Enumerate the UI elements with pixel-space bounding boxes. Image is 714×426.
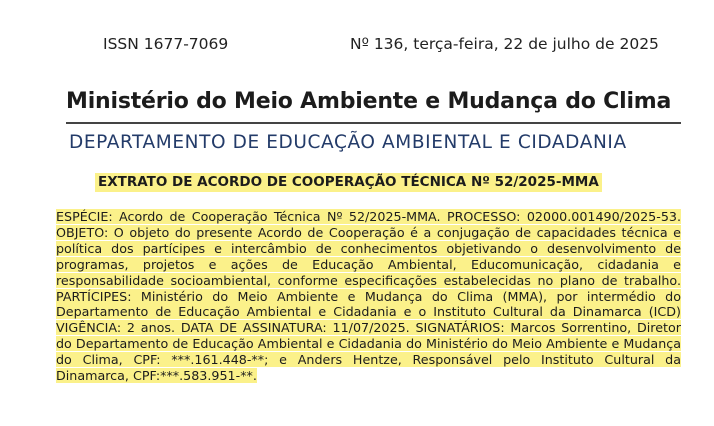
ministry-title: Ministério do Meio Ambiente e Mudança do Clima — [66, 89, 672, 114]
department-title: DEPARTAMENTO DE EDUCAÇÃO AMBIENTAL E CIDADANIA — [69, 132, 627, 153]
extract-body-text: ESPÉCIE: Acordo de Cooperação Técnica Nº 52/2025-MMA. PROCESSO: 02000.001490/2025-53. OBJETO: O objeto do presente Acordo de Cooperação é a conjugação de capacidades técnica e política dos partícipes e intercâmbio de conhecimentos objetivando o desenvolvimento de programas, projetos e ações de Educação Ambiental, Educomunicação, cidadania e responsabilidade socioambiental, conforme especificações estabelecidas no plano de trabalho. PARTÍCIPES: Ministério do Meio Ambiente e Mudança do Clima (MMA), por intermédio do Departamento de Educação Ambiental e Cidadania e o Instituto Cultural da Dinamarca (ICD) VIGÊNCIA: 2 anos. DATA DE ASSINATURA: 11/07/2025. SIGNATÁRIOS: Marcos Sorrentino, Diretor do Departamento de Educação Ambiental e Cidadania do Ministério do Meio Ambiente e Mudança do Clima, CPF: ***.161.448-**; e Anders Hentze, Responsável pelo Instituto Cultural da Dinamarca, CPF:***.583.951-**. — [56, 209, 681, 384]
extract-body — [56, 209, 681, 384]
issue-date: Nº 136, terça-feira, 22 de julho de 2025 — [350, 35, 659, 53]
issn-number: ISSN 1677-7069 — [103, 35, 229, 53]
page-header — [0, 33, 714, 57]
divider-rule — [66, 122, 681, 124]
extract-title: EXTRATO DE ACORDO DE COOPERAÇÃO TÉCNICA Nº 52/2025-MMA — [95, 173, 602, 192]
